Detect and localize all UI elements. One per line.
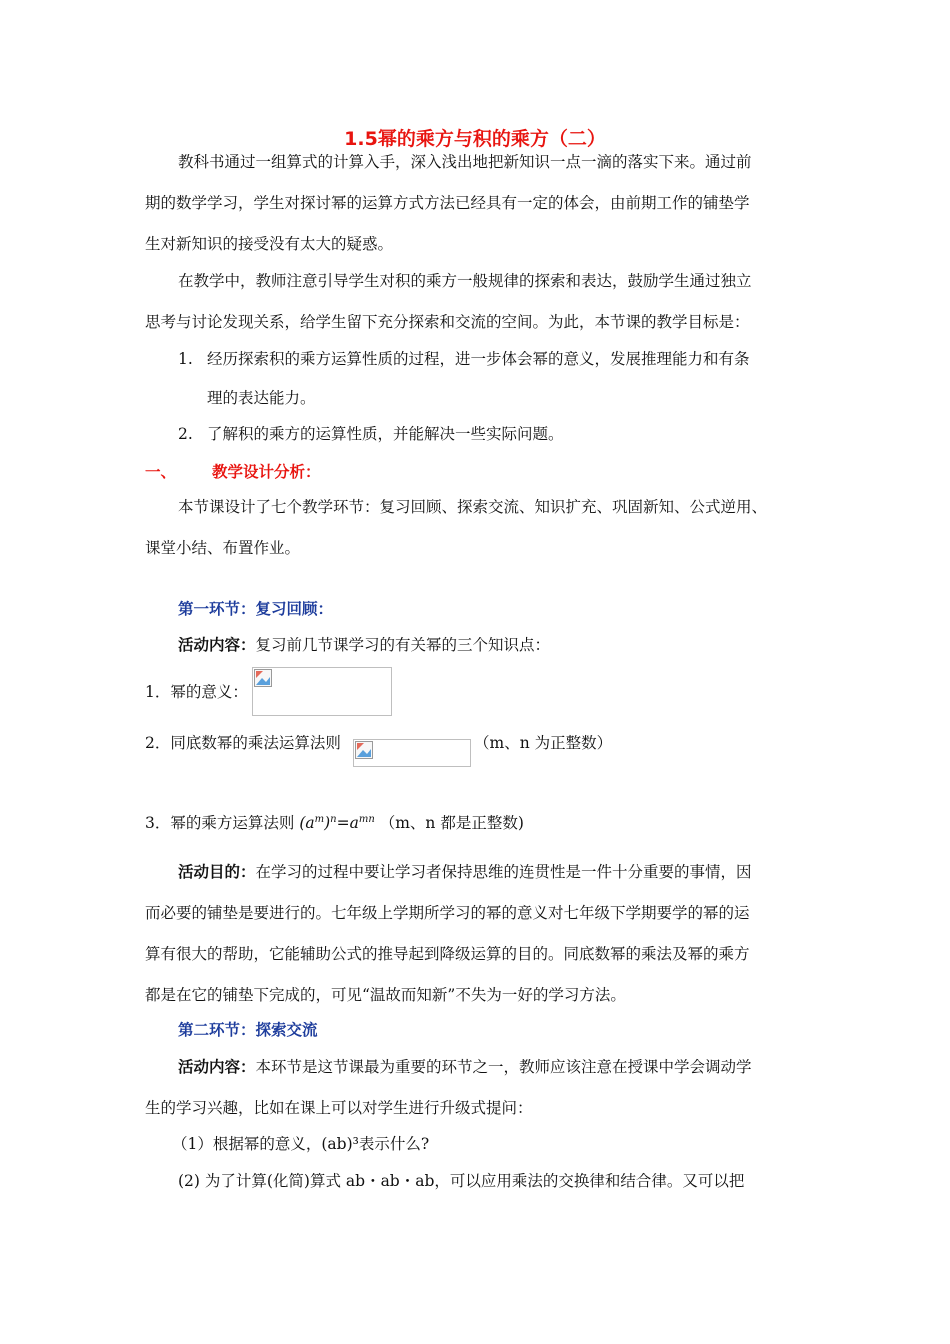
formula-paren: ): [324, 814, 331, 833]
stage2-content-line1: [178, 1057, 752, 1077]
stage2-heading: 第二环节：探索交流: [178, 1021, 318, 1039]
formula-exp-mn: mn: [358, 814, 375, 825]
broken-image-icon: [254, 669, 272, 687]
formula-image-placeholder: [252, 667, 392, 716]
goal-1-number: 1.: [178, 350, 193, 368]
stage1-purpose-line2: 而必要的铺垫是要进行的。七年级上学期所学习的幂的意义对七年级下学期要学的幂的运: [145, 904, 750, 922]
goal-2-line1: 了解积的乘方的运算性质，并能解决一些实际问题。: [207, 425, 564, 443]
stage1-item3-note: （m、n 都是正整数): [379, 814, 524, 833]
stage2-content-text: 本环节是这节课最为重要的环节之一，教师应该注意在授课中学会调动学: [255, 1058, 752, 1076]
formula-base: (a: [299, 814, 315, 833]
formula-image-placeholder: [353, 739, 471, 767]
goal-1-line1: 经历探索积的乘方运算性质的过程，进一步体会幂的意义，发展推理能力和有条: [207, 350, 750, 368]
goal-2-number: 2.: [178, 425, 193, 443]
stage1-item2: 2．同底数幂的乘法运算法则: [145, 734, 341, 752]
stage1-purpose-line4: 都是在它的铺垫下完成的，可见“温故而知新”不失为一好的学习方法。: [145, 986, 626, 1004]
stage2-question1: （1）根据幂的意义，(ab)³表示什么?: [172, 1135, 430, 1153]
goal-1-line2: 理的表达能力。: [207, 389, 316, 407]
stage1-content: [178, 635, 550, 655]
stage1-purpose-label: 活动目的：: [178, 863, 256, 881]
stage1-purpose-line1: [178, 862, 752, 882]
stage1-item3: [145, 810, 524, 833]
page-title: 1.5幂的乘方与积的乘方（二）: [344, 128, 606, 150]
stage1-content-text: 复习前几节课学习的有关幂的三个知识点：: [255, 636, 551, 654]
intro-p2-line2: 思考与讨论发现关系，给学生留下充分探索和交流的空间。为此，本节课的教学目标是：: [145, 313, 750, 331]
formula-rhs: =a: [336, 814, 359, 833]
intro-p1-line2: 期的数学学习，学生对探讨幂的运算方式方法已经具有一定的体会，由前期工作的铺垫学: [145, 194, 750, 212]
stage1-item1: 1．幂的意义：: [145, 683, 248, 701]
broken-image-icon: [355, 741, 373, 759]
stage1-item2-note: （m、n 为正整数）: [474, 734, 613, 752]
section1-line1: 本节课设计了七个教学环节：复习回顾、探索交流、知识扩充、巩固新知、公式逆用、: [178, 498, 768, 516]
stage1-purpose-text: 在学习的过程中要让学习者保持思维的连贯性是一件十分重要的事情，因: [255, 863, 752, 881]
formula-exp-m: m: [314, 814, 325, 825]
power-rule-formula: [299, 814, 374, 832]
section1-line2: 课堂小结、布置作业。: [145, 539, 301, 557]
stage2-content-label: 活动内容：: [178, 1058, 256, 1076]
intro-p2-line1: 在教学中，教师注意引导学生对积的乘方一般规律的探索和表达，鼓励学生通过独立: [178, 272, 752, 290]
section1-heading: 教学设计分析：: [212, 463, 321, 481]
stage2-question2: (2) 为了计算(化简)算式 ab・ab・ab，可以应用乘法的交换律和结合律。又可以把: [178, 1172, 745, 1190]
stage1-heading: 第一环节：复习回顾：: [178, 600, 334, 618]
section1-number: 一、: [145, 463, 177, 481]
stage1-purpose-line3: 算有很大的帮助，它能辅助公式的推导起到降级运算的目的。同底数幂的乘法及幂的乘方: [145, 945, 750, 963]
stage1-item3-label: 3．幂的乘方运算法则: [145, 814, 295, 833]
stage1-content-label: 活动内容：: [178, 636, 256, 654]
intro-p1-line1: 教科书通过一组算式的计算入手，深入浅出地把新知识一点一滴的落实下来。通过前: [178, 153, 752, 171]
intro-p1-line3: 生对新知识的接受没有太大的疑惑。: [145, 235, 394, 253]
formula-exp-n: n: [330, 814, 337, 825]
stage2-content-line2: 生的学习兴趣，比如在课上可以对学生进行升级式提问：: [145, 1099, 533, 1117]
